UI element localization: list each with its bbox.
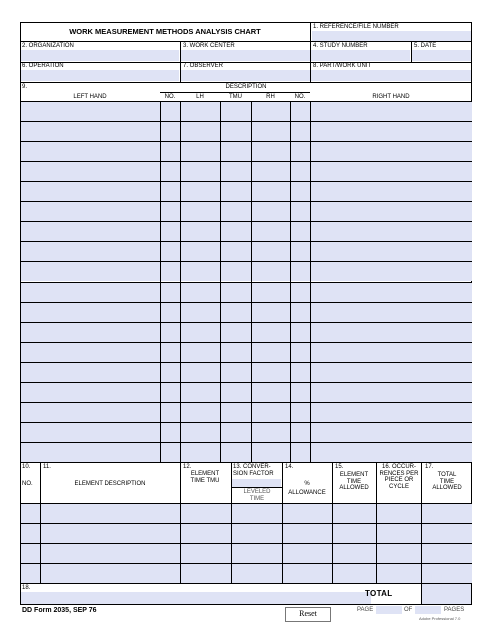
right-hand-cell[interactable] [311, 242, 472, 261]
no-right-cell[interactable] [291, 383, 310, 402]
element-description-cell[interactable] [41, 564, 180, 583]
right-hand-cell[interactable] [311, 323, 472, 342]
total-pages-field[interactable] [415, 606, 441, 614]
reset-button[interactable]: Reset [285, 607, 331, 622]
tmu-cell[interactable] [221, 383, 251, 402]
leveled-time-cell[interactable] [232, 524, 282, 543]
tmu-cell[interactable] [221, 162, 251, 181]
element-time-allowed-cell[interactable] [333, 504, 376, 523]
conversion-factor-field[interactable] [232, 479, 281, 487]
left-hand-cell[interactable] [21, 102, 160, 121]
part-work-unit-field[interactable] [311, 70, 471, 81]
element-time-cell[interactable] [181, 524, 231, 543]
tmu-cell[interactable] [221, 202, 251, 221]
no-right-header: NO. [294, 94, 306, 100]
field-18-label: 18. [22, 585, 31, 591]
left-hand-cell[interactable] [21, 423, 160, 442]
tmu-cell[interactable] [221, 102, 251, 121]
element-time-allowed-cell[interactable] [333, 564, 376, 583]
pages-label: PAGES [444, 607, 465, 613]
left-hand-cell[interactable] [21, 142, 160, 161]
rh-cell[interactable] [252, 323, 290, 342]
operation-field[interactable] [21, 70, 179, 81]
leveled-time-cell[interactable] [232, 564, 282, 583]
percent-header: % [304, 481, 310, 487]
element-time-allowed-cell[interactable] [333, 524, 376, 543]
no-summary-header: NO. [22, 481, 33, 487]
total-time-allowed-cell[interactable] [422, 544, 472, 563]
rh-cell[interactable] [252, 303, 290, 322]
tmu-cell[interactable] [221, 303, 251, 322]
field-14-label: 14. [285, 464, 294, 470]
part-work-unit-label: 8. PART/WORK UNIT [313, 63, 372, 69]
no-cell[interactable] [161, 303, 180, 322]
work-center-label: 3. WORK CENTER [183, 43, 235, 49]
element-description-cell[interactable] [41, 544, 180, 563]
tmu-cell[interactable] [221, 222, 251, 241]
right-hand-cell[interactable] [311, 222, 472, 241]
rh-cell[interactable] [252, 262, 290, 281]
right-hand-cell[interactable] [311, 283, 472, 302]
element-time-cell[interactable] [181, 504, 231, 523]
divider [20, 82, 472, 83]
lh-cell[interactable] [181, 423, 220, 442]
no-cell[interactable] [21, 504, 40, 523]
divider [20, 41, 472, 42]
no-right-cell[interactable] [291, 162, 310, 181]
tmu-cell[interactable] [221, 363, 251, 382]
no-cell[interactable] [161, 202, 180, 221]
field-12-label: 12. [183, 464, 192, 470]
tmu-cell[interactable] [221, 323, 251, 342]
no-right-cell[interactable] [291, 363, 310, 382]
no-cell[interactable] [161, 423, 180, 442]
occurrences-cell[interactable] [377, 544, 421, 563]
no-header: NO. [164, 94, 176, 100]
allowance-cell[interactable] [283, 564, 332, 583]
no-right-cell[interactable] [291, 182, 310, 201]
lh-cell[interactable] [181, 262, 220, 281]
lh-cell[interactable] [181, 323, 220, 342]
divider [20, 583, 472, 584]
page-field[interactable] [376, 606, 402, 614]
organization-field[interactable] [21, 50, 179, 61]
lh-cell[interactable] [181, 363, 220, 382]
right-hand-cell[interactable] [311, 262, 472, 281]
reference-label: 1. REFERENCE/FILE NUMBER [313, 24, 399, 30]
no-cell[interactable] [21, 564, 40, 583]
lh-cell[interactable] [181, 383, 220, 402]
left-hand-cell[interactable] [21, 202, 160, 221]
rh-cell[interactable] [252, 443, 290, 462]
no-cell[interactable] [161, 222, 180, 241]
right-hand-cell[interactable] [311, 303, 472, 322]
left-hand-header: LEFT HAND [73, 94, 107, 100]
divider [20, 462, 472, 463]
left-hand-cell[interactable] [21, 403, 160, 422]
no-cell[interactable] [161, 403, 180, 422]
total-time-allowed-header: TOTAL TIME ALLOWED [432, 472, 462, 491]
right-hand-cell[interactable] [311, 363, 472, 382]
right-hand-cell[interactable] [311, 122, 472, 141]
no-cell[interactable] [161, 102, 180, 121]
tmu-header: TMU [229, 94, 242, 100]
no-right-cell[interactable] [291, 222, 310, 241]
right-hand-cell[interactable] [311, 142, 472, 161]
total-field[interactable] [422, 584, 471, 604]
no-right-cell[interactable] [291, 142, 310, 161]
section-9-label: 9. [22, 84, 28, 90]
lh-cell[interactable] [181, 142, 220, 161]
occurrences-cell[interactable] [377, 524, 421, 543]
no-cell[interactable] [21, 544, 40, 563]
right-hand-cell[interactable] [311, 423, 472, 442]
rh-cell[interactable] [252, 162, 290, 181]
no-cell[interactable] [161, 323, 180, 342]
conversion-factor-header: 13. CONVER-SION FACTOR [233, 464, 274, 477]
rh-cell[interactable] [252, 122, 290, 141]
no-cell[interactable] [161, 262, 180, 281]
rh-cell[interactable] [252, 182, 290, 201]
no-cell[interactable] [161, 182, 180, 201]
rh-cell[interactable] [252, 242, 290, 261]
element-description-header: ELEMENT DESCRIPTION [74, 481, 146, 487]
lh-cell[interactable] [181, 283, 220, 302]
tmu-cell[interactable] [221, 423, 251, 442]
rh-cell[interactable] [252, 142, 290, 161]
no-cell[interactable] [161, 343, 180, 362]
allowance-header: ALLOWANCE [288, 490, 326, 496]
page-label: PAGE [357, 607, 374, 613]
allowance-cell[interactable] [283, 524, 332, 543]
date-field[interactable] [412, 50, 471, 61]
rh-cell[interactable] [252, 343, 290, 362]
no-cell[interactable] [161, 443, 180, 462]
occurrences-header: 16. OCCUR-RENCES PER PIECE OR CYCLE [379, 464, 419, 490]
of-label: OF [404, 607, 413, 613]
lh-header: LH [196, 94, 204, 100]
lh-cell[interactable] [181, 222, 220, 241]
no-right-cell[interactable] [291, 242, 310, 261]
left-hand-cell[interactable] [21, 242, 160, 261]
divider [231, 487, 282, 488]
right-hand-cell[interactable] [311, 383, 472, 402]
left-hand-cell[interactable] [21, 222, 160, 241]
right-hand-cell[interactable] [311, 162, 472, 181]
operation-label: 6. OPERATION [22, 63, 64, 69]
tmu-cell[interactable] [221, 242, 251, 261]
rh-cell[interactable] [252, 363, 290, 382]
reference-field[interactable] [312, 31, 471, 41]
element-time-allowed-header: ELEMENT TIME ALLOWED [339, 472, 369, 491]
field-11-label: 11. [43, 464, 51, 470]
element-time-cell[interactable] [181, 564, 231, 583]
tmu-cell[interactable] [221, 343, 251, 362]
organization-label: 2. ORGANIZATION [22, 43, 74, 49]
observer-field[interactable] [181, 70, 310, 81]
occurrences-cell[interactable] [377, 504, 421, 523]
field-10-label: 10. [22, 464, 31, 470]
left-hand-cell[interactable] [21, 363, 160, 382]
no-right-cell[interactable] [291, 202, 310, 221]
left-hand-cell[interactable] [21, 182, 160, 201]
lh-cell[interactable] [181, 242, 220, 261]
form-number: DD Form 2035, SEP 76 [22, 607, 97, 614]
lh-cell[interactable] [181, 443, 220, 462]
lh-cell[interactable] [181, 343, 220, 362]
rh-cell[interactable] [252, 383, 290, 402]
rh-cell[interactable] [252, 222, 290, 241]
total-label: TOTAL [365, 589, 393, 598]
left-hand-cell[interactable] [21, 262, 160, 281]
no-right-cell[interactable] [291, 343, 310, 362]
no-right-cell[interactable] [291, 403, 310, 422]
rh-cell[interactable] [252, 423, 290, 442]
divider [160, 92, 310, 93]
total-time-allowed-cell[interactable] [422, 564, 472, 583]
right-hand-cell[interactable] [311, 343, 472, 362]
allowance-cell[interactable] [283, 504, 332, 523]
leveled-time-cell[interactable] [232, 504, 282, 523]
element-description-cell[interactable] [41, 504, 180, 523]
element-time-allowed-cell[interactable] [333, 544, 376, 563]
element-description-cell[interactable] [41, 524, 180, 543]
total-time-allowed-cell[interactable] [422, 504, 472, 523]
study-number-label: 4. STUDY NUMBER [313, 43, 368, 49]
description-heading: DESCRIPTION [225, 84, 267, 90]
field-17-label: 17. [425, 464, 434, 470]
lh-cell[interactable] [181, 303, 220, 322]
tmu-cell[interactable] [221, 182, 251, 201]
rh-header: RH [266, 94, 275, 100]
no-right-cell[interactable] [291, 423, 310, 442]
no-cell[interactable] [161, 142, 180, 161]
study-number-field[interactable] [311, 50, 410, 61]
right-hand-header: RIGHT HAND [372, 94, 410, 100]
field-15-label: 15. [335, 464, 344, 470]
no-right-cell[interactable] [291, 303, 310, 322]
no-cell[interactable] [161, 242, 180, 261]
observer-label: 7. OBSERVER [183, 63, 223, 69]
tmu-cell[interactable] [221, 403, 251, 422]
right-hand-cell[interactable] [311, 443, 472, 462]
no-right-cell[interactable] [291, 262, 310, 281]
no-cell[interactable] [161, 122, 180, 141]
left-hand-cell[interactable] [21, 383, 160, 402]
no-cell[interactable] [161, 162, 180, 181]
lh-cell[interactable] [181, 102, 220, 121]
left-hand-cell[interactable] [21, 443, 160, 462]
tmu-cell[interactable] [221, 122, 251, 141]
tmu-cell[interactable] [221, 142, 251, 161]
total-time-allowed-cell[interactable] [422, 524, 472, 543]
rh-cell[interactable] [252, 403, 290, 422]
no-cell[interactable] [161, 383, 180, 402]
no-cell[interactable] [161, 363, 180, 382]
no-cell[interactable] [161, 283, 180, 302]
rh-cell[interactable] [252, 283, 290, 302]
tmu-cell[interactable] [221, 262, 251, 281]
no-right-cell[interactable] [291, 323, 310, 342]
date-label: 5. DATE [414, 43, 437, 49]
allowance-cell[interactable] [283, 544, 332, 563]
leveled-time-cell[interactable] [232, 544, 282, 563]
left-hand-cell[interactable] [21, 283, 160, 302]
tmu-cell[interactable] [221, 283, 251, 302]
lh-cell[interactable] [181, 403, 220, 422]
lh-cell[interactable] [181, 202, 220, 221]
left-hand-cell[interactable] [21, 122, 160, 141]
form-title: WORK MEASUREMENT METHODS ANALYSIS CHART [69, 27, 261, 36]
right-hand-cell[interactable] [311, 182, 472, 201]
right-hand-cell[interactable] [311, 102, 472, 121]
leveled-time-header: LEVELED TIME [243, 489, 271, 502]
divider [20, 62, 472, 63]
left-hand-cell[interactable] [21, 323, 160, 342]
occurrences-cell[interactable] [377, 564, 421, 583]
element-time-cell[interactable] [181, 544, 231, 563]
left-hand-cell[interactable] [21, 162, 160, 181]
left-hand-cell[interactable] [21, 343, 160, 362]
lh-cell[interactable] [181, 182, 220, 201]
no-right-cell[interactable] [291, 443, 310, 462]
remarks-field[interactable] [21, 592, 371, 604]
no-right-cell[interactable] [291, 122, 310, 141]
right-hand-cell[interactable] [311, 202, 472, 221]
left-hand-cell[interactable] [21, 303, 160, 322]
software-stamp: Adobe Professional 7.0 [419, 616, 461, 621]
element-time-tmu-header: ELEMENT TIME TMU [190, 471, 220, 484]
tmu-cell[interactable] [221, 443, 251, 462]
lh-cell[interactable] [181, 162, 220, 181]
right-hand-cell[interactable] [311, 403, 472, 422]
no-right-cell[interactable] [291, 102, 310, 121]
rh-cell[interactable] [252, 102, 290, 121]
lh-cell[interactable] [181, 122, 220, 141]
rh-cell[interactable] [252, 202, 290, 221]
no-right-cell[interactable] [291, 283, 310, 302]
no-cell[interactable] [21, 524, 40, 543]
work-center-field[interactable] [181, 50, 310, 61]
